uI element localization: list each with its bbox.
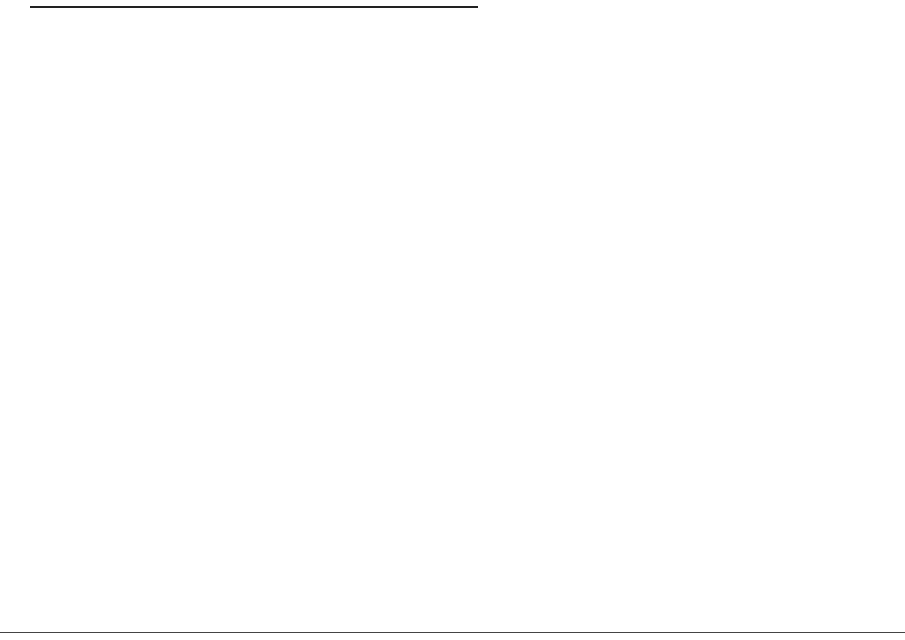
bottom-scan-line: [0, 632, 905, 633]
top-scan-line: [30, 6, 478, 8]
